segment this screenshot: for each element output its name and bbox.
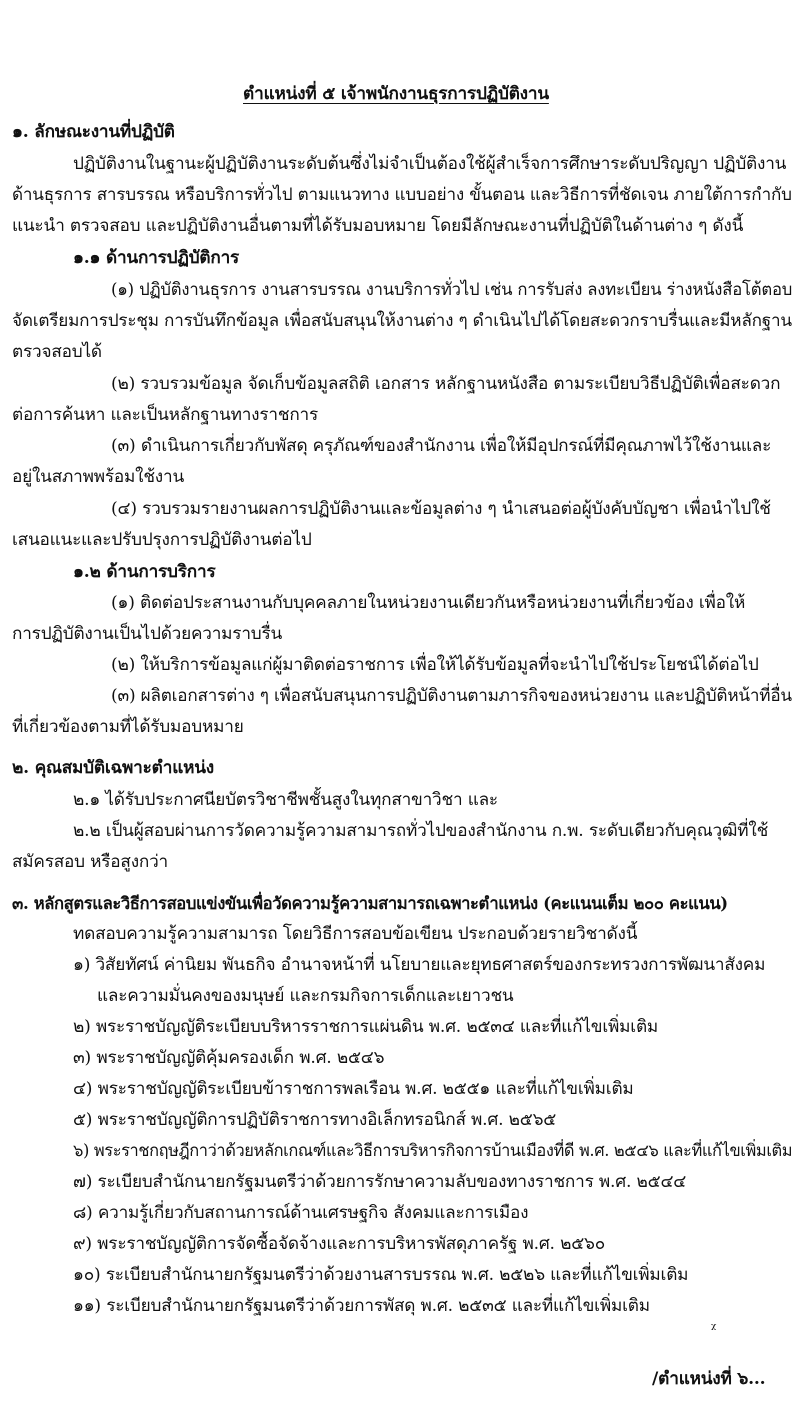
exam-subject-item: ๑๑) ระเบียบสำนักนายกรัฐมนตรีว่าด้วยการพัสดุ พ.ศ. ๒๕๓๕ และที่แก้ไขเพิ่มเติม xyxy=(73,1296,650,1316)
paragraph-line: ด้านธุรการ สารบรรณ หรือบริการทั่วไป ตามแนวทาง แบบอย่าง ขั้นตอน และวิธีการที่ชัดเจน ภายใต้การกำกับ xyxy=(12,185,792,205)
exam-subject-item: ๙) พระราชบัญญัติการจัดซื้อจัดจ้างและการบริหารพัสดุภาครัฐ พ.ศ. ๒๕๖๐ xyxy=(73,1234,606,1254)
paragraph-line: แนะนำ ตรวจสอบ และปฏิบัติงานอื่นตามที่ได้รับมอบหมาย โดยมีลักษณะงานที่ปฏิบัติในด้านต่าง ๆ ดังนี้ xyxy=(12,216,744,236)
page-title: ตำแหน่งที่ ๕ เจ้าพนักงานธุรการปฏิบัติงาน xyxy=(243,84,549,104)
list-item-line: อยู่ในสภาพพร้อมใช้งาน xyxy=(12,467,184,487)
exam-subject-item: ๕) พระราชบัญญัติการปฏิบัติราชการทางอิเล็กทรอนิกส์ พ.ศ. ๒๕๖๕ xyxy=(73,1110,557,1130)
list-item-line: สมัครสอบ หรือสูงกว่า xyxy=(12,852,169,872)
paragraph-line: ทดสอบความรู้ความสามารถ โดยวิธีการสอบข้อเขียน ประกอบด้วยรายวิชาดังนี้ xyxy=(73,924,638,944)
exam-subject-item: ๔) พระราชบัญญัติระเบียบข้าราชการพลเรือน พ.ศ. ๒๕๕๑ และที่แก้ไขเพิ่มเติม xyxy=(73,1079,634,1099)
list-item-line: จัดเตรียมการประชุม การบันทึกข้อมูล เพื่อสนับสนุนให้งานต่าง ๆ ดำเนินไปได้โดยสะดวกราบรื่นและมีหลักฐาน xyxy=(12,311,792,331)
list-item-line: (๒) ให้บริการข้อมูลแก่ผู้มาติดต่อราชการ เพื่อให้ได้รับข้อมูลที่จะนำไปใช้ประโยชน์ได้ต่อไป xyxy=(111,655,759,675)
list-item-line: (๑) ปฏิบัติงานธุรการ งานสารบรรณ งานบริการทั่วไป เช่น การรับส่ง ลงทะเบียน ร่างหนังสือโต้ตอบ xyxy=(111,280,793,300)
list-item-line: ๒.๒ เป็นผู้สอบผ่านการวัดความรู้ความสามารถทั่วไปของสำนักงาน ก.พ. ระดับเดียวกับคุณวุฒิที่ใช้ xyxy=(73,821,769,841)
next-page-note: /ตำแหน่งที่ ๖... xyxy=(652,1369,766,1389)
list-item-line: ต่อการค้นหา และเป็นหลักฐานทางราชการ xyxy=(12,405,319,425)
subsection-heading: ๑.๑ ด้านการปฏิบัติการ xyxy=(73,248,240,268)
section-heading: ๒. คุณสมบัติเฉพาะตำแหน่ง xyxy=(12,758,214,778)
list-item-line: (๓) ผลิตเอกสารต่าง ๆ เพื่อสนับสนุนการปฏิบัติงานตามภารกิจของหน่วยงาน และปฏิบัติหน้าที่อื่น xyxy=(111,686,792,706)
list-item-line: เสนอแนะและปรับปรุงการปฏิบัติงานต่อไป xyxy=(12,530,312,550)
exam-subject-item: และความมั่นคงของมนุษย์ และกรมกิจการเด็กและเยาวชน xyxy=(97,986,514,1006)
list-item-line: (๓) ดำเนินการเกี่ยวกับพัสดุ ครุภัณฑ์ของสำนักงาน เพื่อให้มีอุปกรณ์ที่มีคุณภาพไว้ใช้งานและ xyxy=(111,436,772,456)
exam-subject-item: ๒) พระราชบัญญัติระเบียบบริหารราชการแผ่นดิน พ.ศ. ๒๕๓๔ และที่แก้ไขเพิ่มเติม xyxy=(73,1017,659,1037)
exam-subject-item: ๓) พระราชบัญญัติคุ้มครองเด็ก พ.ศ. ๒๕๔๖ xyxy=(73,1048,385,1068)
exam-subject-item: ๗) ระเบียบสำนักนายกรัฐมนตรีว่าด้วยการรักษาความลับของทางราชการ พ.ศ. ๒๕๔๔ xyxy=(73,1172,687,1192)
exam-subject-item: ๘) ความรู้เกี่ยวกับสถานการณ์ด้านเศรษฐกิจ สังคมและการเมือง xyxy=(73,1203,529,1223)
scan-mark-icon: ᵡ xyxy=(711,1321,717,1337)
list-item-line: (๑) ติดต่อประสานงานกับบุคคลภายในหน่วยงานเดียวกันหรือหน่วยงานที่เกี่ยวข้อง เพื่อให้ xyxy=(111,593,746,613)
list-item-line: (๔) รวบรวมรายงานผลการปฏิบัติงานและข้อมูลต่าง ๆ นำเสนอต่อผู้บังคับบัญชา เพื่อนำไปใช้ xyxy=(111,499,771,519)
section-heading: ๓. หลักสูตรและวิธีการสอบแข่งขันเพื่อวัดความรู้ความสามารถเฉพาะตำแหน่ง (คะแนนเต็ม ๒๐๐ คะแนน) xyxy=(12,893,728,913)
paragraph-line: ปฏิบัติงานในฐานะผู้ปฏิบัติงานระดับต้นซึ่งไม่จำเป็นต้องใช้ผู้สำเร็จการศึกษาระดับปริญญา ปฏิบัติงาน xyxy=(73,154,787,174)
section-heading: ๑. ลักษณะงานที่ปฏิบัติ xyxy=(12,122,175,142)
subsection-heading: ๑.๒ ด้านการบริการ xyxy=(73,562,216,582)
exam-subject-item: ๑) วิสัยทัศน์ ค่านิยม พันธกิจ อำนาจหน้าที่ นโยบายและยุทธศาสตร์ของกระทรวงการพัฒนาสังคม xyxy=(73,955,766,975)
list-item-line: ๒.๑ ได้รับประกาศนียบัตรวิชาชีพชั้นสูงในทุกสาขาวิชา และ xyxy=(73,790,498,810)
list-item-line: ที่เกี่ยวข้องตามที่ได้รับมอบหมาย xyxy=(12,717,244,737)
list-item-line: (๒) รวบรวมข้อมูล จัดเก็บข้อมูลสถิติ เอกสาร หลักฐานหนังสือ ตามระเบียบวิธีปฏิบัติเพื่อสะดวก xyxy=(111,374,781,394)
list-item-line: การปฏิบัติงานเป็นไปด้วยความราบรื่น xyxy=(12,624,283,644)
exam-subject-item: ๑๐) ระเบียบสำนักนายกรัฐมนตรีว่าด้วยงานสารบรรณ พ.ศ. ๒๕๒๖ และที่แก้ไขเพิ่มเติม xyxy=(73,1265,689,1285)
exam-subject-item: ๖) พระราชกฤษฎีกาว่าด้วยหลักเกณฑ์และวิธีการบริหารกิจการบ้านเมืองที่ดี พ.ศ. ๒๕๔๖ และที่แก้ไขเพิ่มเติม xyxy=(73,1141,793,1160)
list-item-line: ตรวจสอบได้ xyxy=(12,342,102,362)
